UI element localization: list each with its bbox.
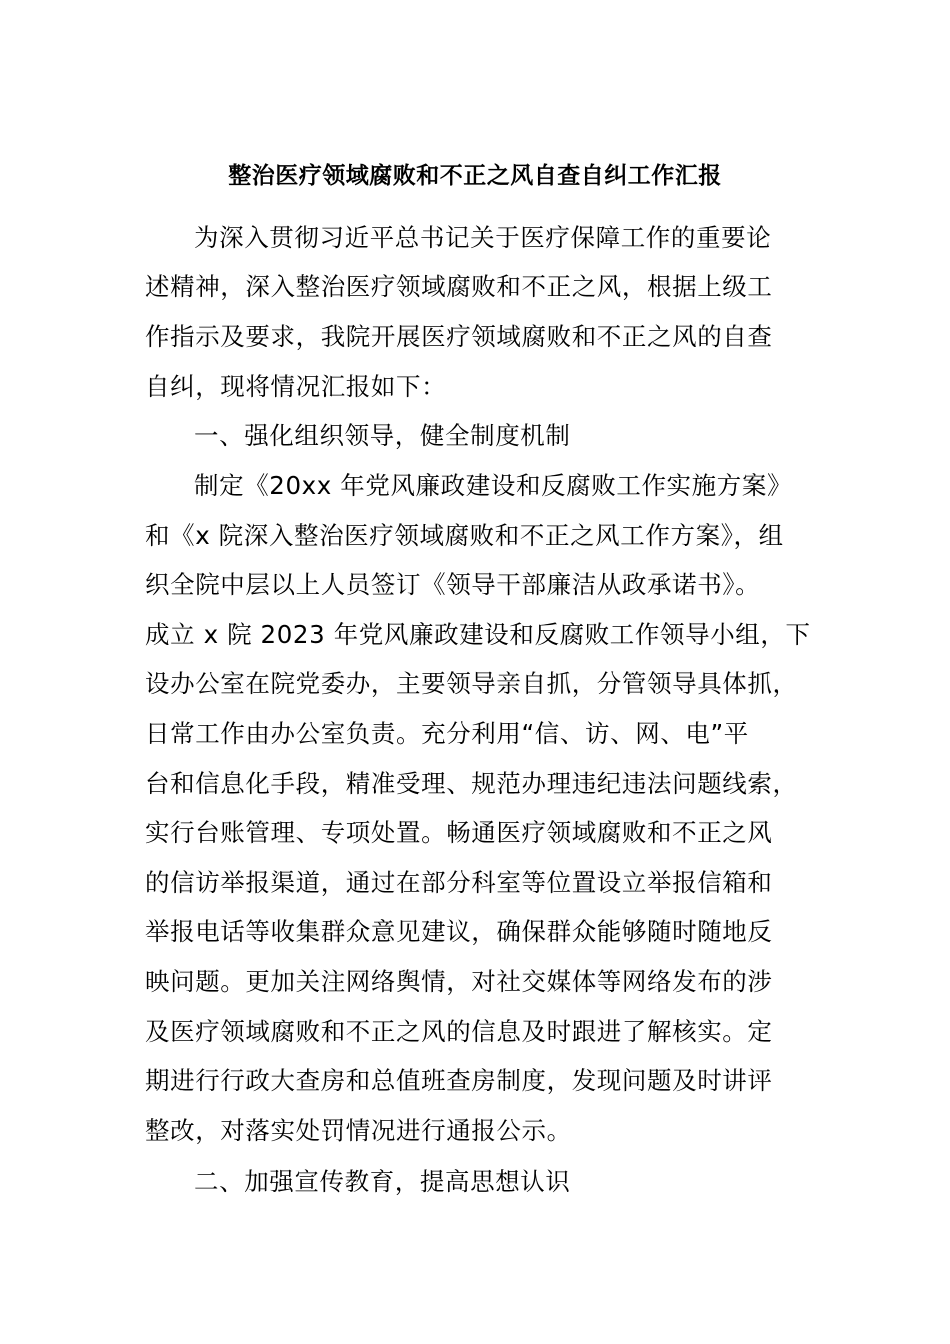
paragraph-line: 为深入贯彻习近平总书记关于医疗保障工作的重要论 (194, 223, 772, 252)
paragraph-line: 述精神，深入整治医疗领域腐败和不正之风，根据上级工 (145, 272, 773, 301)
paragraph-line: 举报电话等收集群众意见建议，确保群众能够随时随地反 (145, 917, 773, 946)
section-heading: 二、加强宣传教育，提高思想认识 (194, 1167, 571, 1196)
paragraph-line: 期进行行政大查房和总值班查房制度，发现问题及时讲评 (145, 1066, 773, 1095)
paragraph-line: 的信访举报渠道，通过在部分科室等位置设立举报信箱和 (145, 868, 773, 897)
paragraph-line: 台和信息化手段，精准受理、规范办理违纪违法问题线索， (145, 769, 798, 798)
paragraph-line: 制定《20xx 年党风廉政建设和反腐败工作实施方案》 (194, 471, 793, 500)
document-title: 整治医疗领域腐败和不正之风自查自纠工作汇报 (228, 163, 722, 189)
paragraph-line: 作指示及要求，我院开展医疗领域腐败和不正之风的自查 (145, 322, 773, 351)
paragraph-line: 日常工作由办公室负责。充分利用“信、访、网、电”平 (145, 719, 749, 748)
paragraph-line: 整改，对落实处罚情况进行通报公示。 (145, 1116, 572, 1145)
paragraph-line: 实行台账管理、专项处置。畅通医疗领域腐败和不正之风 (145, 818, 773, 847)
paragraph-line: 织全院中层以上人员签订《领导干部廉洁从政承诺书》。 (145, 570, 761, 599)
section-heading: 一、强化组织领导，健全制度机制 (194, 421, 571, 450)
paragraph-line: 及医疗领域腐败和不正之风的信息及时跟进了解核实。定 (145, 1017, 773, 1046)
paragraph-line: 映问题。更加关注网络舆情，对社交媒体等网络发布的涉 (145, 967, 773, 996)
paragraph-line: 和《x 院深入整治医疗领域腐败和不正之风工作方案》，组 (145, 521, 784, 550)
paragraph-line: 设办公室在院党委办，主要领导亲自抓，分管领导具体抓， (145, 669, 798, 698)
paragraph-line: 成立 x 院 2023 年党风廉政建设和反腐败工作领导小组，下 (145, 620, 811, 649)
paragraph-line: 自纠，现将情况汇报如下： (145, 372, 447, 401)
